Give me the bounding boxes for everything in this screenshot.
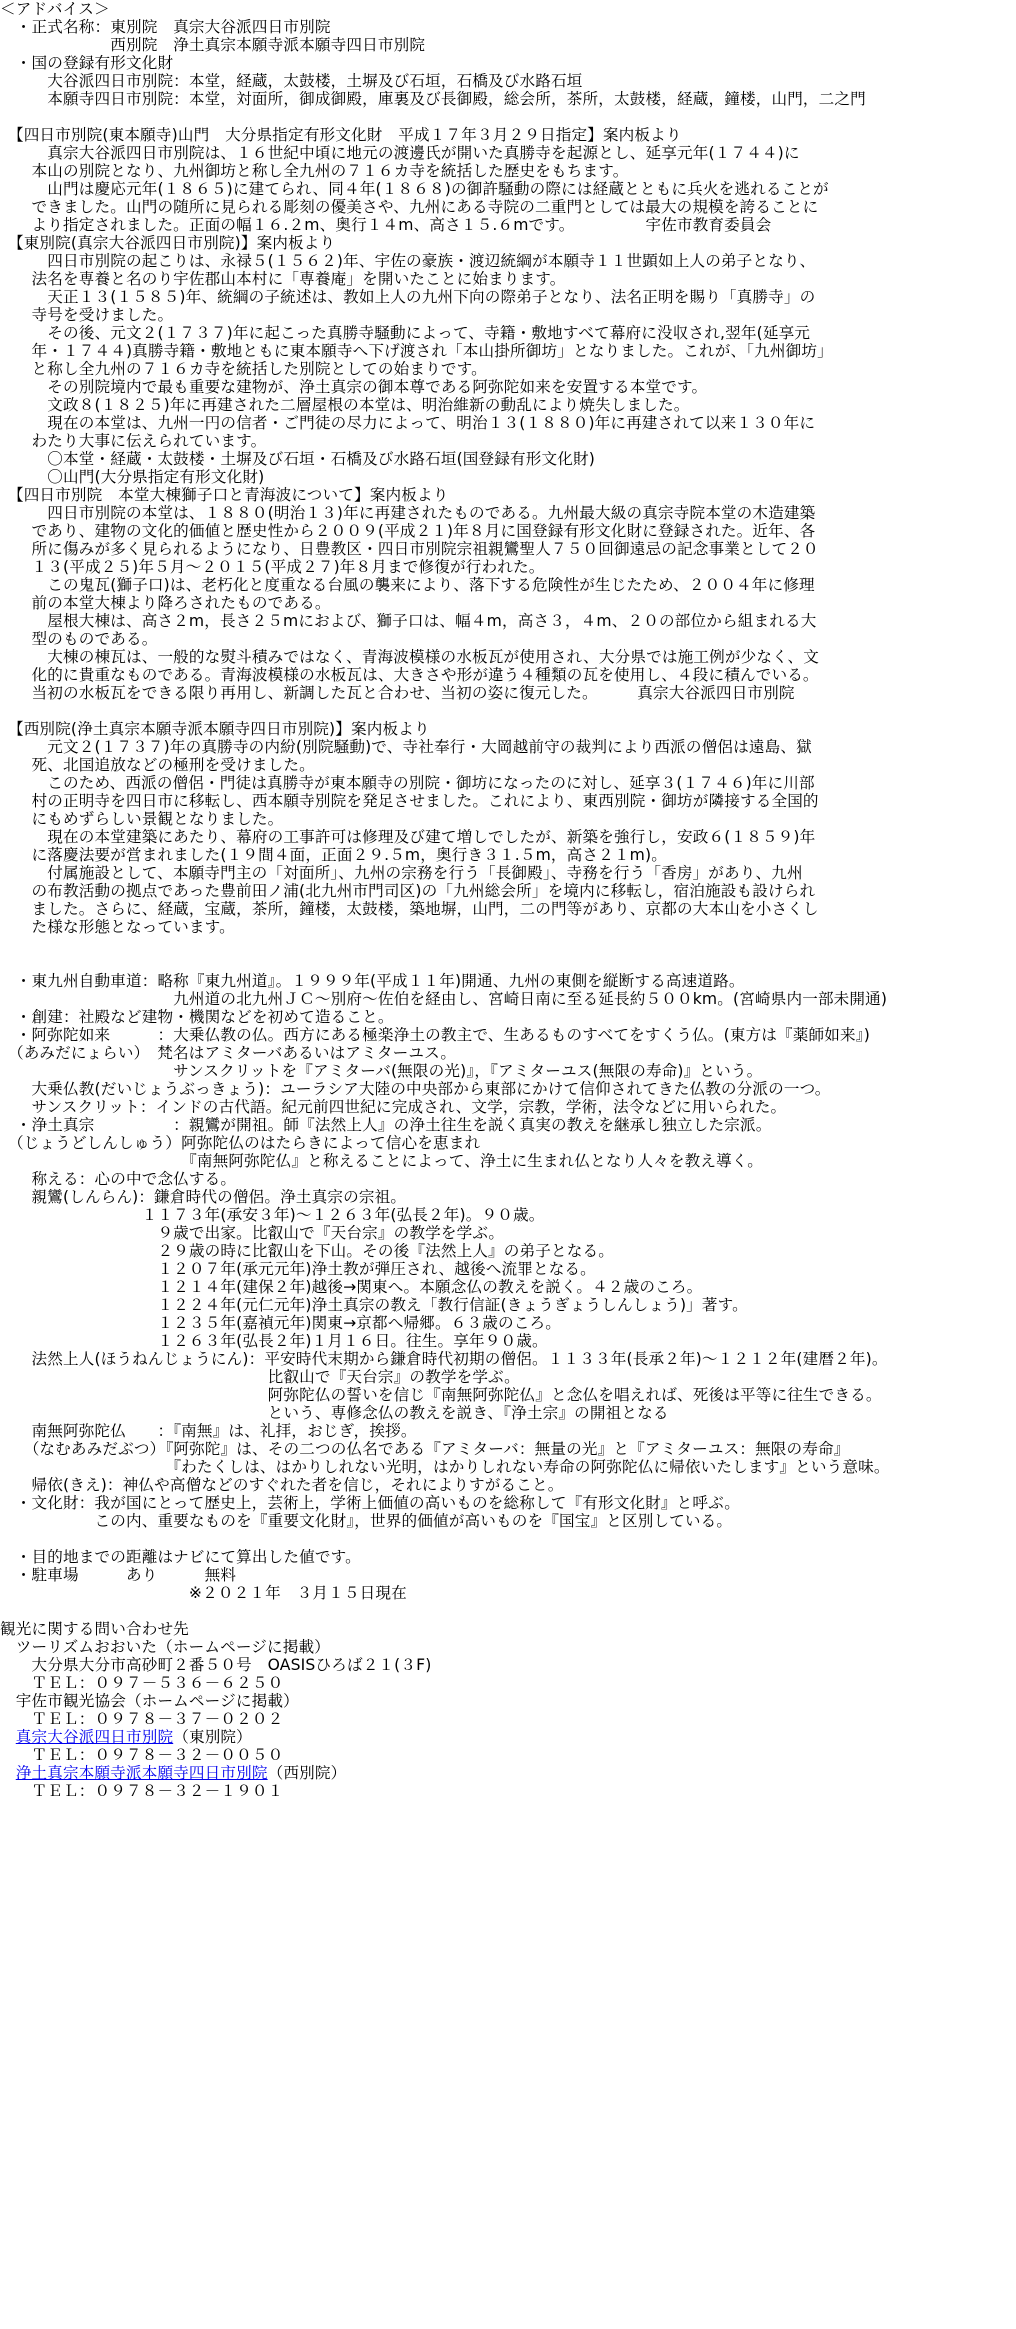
- advice-line: １２２４年(元仁元年)浄土真宗の教え「教行信証(きょうぎょうしんしょう)」著す。: [0, 1296, 748, 1314]
- advice-line: 四日市別院の本堂は、１８８０(明治１３)年に再建されたものである。九州最大級の真宗寺院本堂の木造建築: [0, 504, 816, 522]
- advice-line: １２１４年(建保２年)越後→関東へ。本願念仏の教えを説く。４２歳のころ。: [0, 1278, 703, 1296]
- advice-line: に落慶法要が営まれました(１９間４面，正面２９.５m，奥行き３１.５m，高さ２１m)。: [0, 846, 667, 864]
- advice-line: 【西別院(浄土真宗本願寺派本願寺四日市別院)】案内板より: [0, 720, 430, 738]
- east-temple-row: [0, 1728, 252, 1746]
- advice-line: 【四日市別院 本堂大棟獅子口と青海波について】案内板より: [0, 486, 449, 504]
- advice-line: 現在の本堂建築にあたり、幕府の工事許可は修理及び建て増しでしたが、新築を強行し，安政６(１８５９)年: [0, 828, 816, 846]
- advice-line: 西別院 浄土真宗本願寺派本願寺四日市別院: [0, 36, 426, 54]
- advice-line: 四日市別院の起こりは、永禄５(１５６２)年、宇佐の豪族・渡辺統綱が本願寺１１世顕如上人の弟子となり、: [0, 252, 816, 270]
- advice-line: 阿弥陀仏の誓いを信じ『南無阿弥陀仏』と念仏を唱えれば、死後は平等に往生できる。: [0, 1386, 882, 1404]
- advice-line: 山門は慶応元年(１８６５)に建てられ、同４年(１８６８)の御許騒動の際には経蔵とともに兵火を逃れることが: [0, 180, 829, 198]
- contact-line: ＴＥＬ：０９７８－３７－０２０２: [0, 1710, 284, 1728]
- advice-line: この内、重要なものを『重要文化財』，世界的価値が高いものを『国宝』と区別している。: [0, 1512, 733, 1530]
- advice-line: 法名を専養と名のり宇佐郡山本村に「専養庵」を開いたことに始まります。: [0, 270, 566, 288]
- advice-heading: ＜アドバイス＞: [0, 0, 110, 18]
- east-temple-link[interactable]: 真宗大谷派四日市別院: [15, 1728, 174, 1746]
- advice-line: 死、北国追放などの極刑を受けました。: [0, 756, 315, 774]
- advice-line: ９歳で出家。比叡山で『天台宗』の教学を学ぶ。: [0, 1224, 505, 1242]
- advice-line: ・東九州自動車道：略称『東九州道』。１９９９年(平成１１年)開通、九州の東側を縦断する高速道路。: [0, 972, 745, 990]
- advice-line: 所に傷みが多く見られるようになり、日豊教区・四日市別院宗祖親鸞聖人７５０回御遠忌の記念事業として２０: [0, 540, 819, 558]
- advice-line: １２０７年(承元元年)浄土教が弾圧され、越後へ流罪となる。: [0, 1260, 596, 1278]
- advice-line: 本願寺四日市別院：本堂，対面所，御成御殿，庫裏及び長御殿，総会所，茶所，太鼓楼，経蔵，鐘楼，山門，二之門: [0, 90, 866, 108]
- advice-line: 〇山門(大分県指定有形文化財): [0, 468, 265, 486]
- advice-line: ・目的地までの距離はナビにて算出した値です。: [0, 1548, 361, 1566]
- advice-line: （なむあみだぶつ）『阿弥陀』は、その二つの仏名である『アミターバ：無量の光』と『アミターユス：無限の寿命』: [0, 1440, 850, 1458]
- advice-line: ２９歳の時に比叡山を下山。その後『法然上人』の弟子となる。: [0, 1242, 615, 1260]
- advice-line: 【東別院(真宗大谷派四日市別院)】案内板より: [0, 234, 336, 252]
- advice-line: 化的に貴重なものである。青海波模様の水板瓦は、大きさや形が違う４種類の瓦を使用し、４段に積んでいる。: [0, 666, 819, 684]
- advice-line: ・浄土真宗 ：親鸞が開祖。師『法然上人』の浄土往生を説く真実の教えを継承し独立した宗派。: [0, 1116, 772, 1134]
- advice-line: より指定されました。正面の幅１６.２m、奥行１４m、高さ１５.６mです。 宇佐市教育委員会: [0, 216, 772, 234]
- advice-line: ※２０２１年 ３月１５日現在: [0, 1584, 407, 1602]
- advice-line: 当初の水板瓦をできる限り再用し、新調した瓦と合わせ、当初の姿に復元した。 真宗大谷派四日市別院: [0, 684, 795, 702]
- advice-line: 本山の別院となり、九州御坊と称し全九州の７１６カ寺を統括した歴史をもちます。: [0, 162, 629, 180]
- advice-line: 大乗仏教(だいじょうぶっきょう)：ユーラシア大陸の中央部から東部にかけて信仰されてきた仏教の分派の一つ。: [0, 1080, 831, 1098]
- advice-line: であり、建物の文化的価値と歴史性から２００９(平成２１)年８月に国登録有形文化財に登録された。近年、各: [0, 522, 816, 540]
- advice-line: 寺号を受けました。: [0, 306, 174, 324]
- advice-line: 型のものである。: [0, 630, 158, 648]
- advice-line: という、専修念仏の教えを説き、『浄土宗』の開祖となる: [0, 1404, 669, 1422]
- advice-line: その別院境内で最も重要な建物が、浄土真宗の御本尊である阿弥陀如来を安置する本堂です。: [0, 378, 708, 396]
- advice-line: １１７３年(承安３年)～１２６３年(弘長２年)。９０歳。: [0, 1206, 545, 1224]
- advice-line: 大棟の棟瓦は、一般的な熨斗積みではなく、青海波模様の水板瓦が使用され、大分県では施工例が少なく、文: [0, 648, 819, 666]
- advice-line: 『わたくしは、はかりしれない光明，はかりしれない寿命の阿弥陀仏に帰依いたします』という意味。: [0, 1458, 890, 1476]
- advice-line: 【四日市別院(東本願寺)山門 大分県指定有形文化財 平成１７年３月２９日指定】案内板より: [0, 126, 682, 144]
- advice-line: 前の本堂大棟より降ろされたものである。: [0, 594, 331, 612]
- advice-line: 称える：心の中で念仏する。: [0, 1170, 237, 1188]
- advice-line: 現在の本堂は、九州一円の信者・ご門徒の尽力によって、明治１３(１８８０)年に再建されて以来１３０年に: [0, 414, 816, 432]
- advice-line: ・阿弥陀如来 ：大乗仏教の仏。西方にある極楽浄土の教主で、生あるものすべてをすくう仏。(東方は『薬師如来』): [0, 1026, 870, 1044]
- advice-line: の布教活動の拠点であった豊前田ノ浦(北九州市門司区)の「九州総会所」を境内に移転し，宿泊施設も設けられ: [0, 882, 816, 900]
- advice-line: サンスクリットを『アミターバ(無限の光)』，『アミターユス(無限の寿命)』という。: [0, 1062, 763, 1080]
- advice-line: ・創建：社殿など建物・機関などを初めて造ること。: [0, 1008, 394, 1026]
- advice-line: １２６３年(弘長２年)１月１６日。往生。享年９０歳。: [0, 1332, 548, 1350]
- advice-line: ・正式名称：東別院 真宗大谷派四日市別院: [0, 18, 331, 36]
- advice-line: わたり大事に伝えられています。: [0, 432, 267, 450]
- advice-line: 南無阿弥陀仏 ：『南無』は、礼拝，おじぎ，挨拶。: [0, 1422, 417, 1440]
- advice-line: 〇本堂・経蔵・太鼓楼・土塀及び石垣・石橋及び水路石垣(国登録有形文化財): [0, 450, 595, 468]
- advice-line: サンスクリット：インドの古代語。紀元前四世紀に完成され、文学，宗教，学術，法令などに用いられた。: [0, 1098, 787, 1116]
- advice-line: た様な形態となっています。: [0, 918, 235, 936]
- advice-line: ・文化財：我が国にとって歴史上，芸術上，学術上価値の高いものを総称して『有形文化財』と呼ぶ。: [0, 1494, 740, 1512]
- advice-line: 親鸞(しんらん)：鎌倉時代の僧侶。浄土真宗の宗祖。: [0, 1188, 407, 1206]
- contact-line: ＴＥＬ：０９７－５３６－６２５０: [0, 1674, 284, 1692]
- advice-line: 法然上人(ほうねんじょうにん)：平安時代末期から鎌倉時代初期の僧侶。１１３３年(長承２年)～１２１２年(建暦２年)。: [0, 1350, 888, 1368]
- advice-line: 大谷派四日市別院：本堂，経蔵，太鼓楼，土塀及び石垣，石橋及び水路石垣: [0, 72, 583, 90]
- advice-line: その後、元文２(１７３７)年に起こった真勝寺騒動によって、寺籍・敷地すべて幕府に没収され,翌年(延享元: [0, 324, 811, 342]
- contact-heading: 観光に関する問い合わせ先: [0, 1620, 189, 1638]
- advice-line: 真宗大谷派四日市別院は、１６世紀中頃に地元の渡邊氏が開いた真勝寺を起源とし、延享元年(１７４４)に: [0, 144, 800, 162]
- west-temple-tel: ＴＥＬ：０９７８－３２－１９０１: [0, 1782, 284, 1800]
- west-temple-link[interactable]: 浄土真宗本願寺派本願寺四日市別院: [15, 1764, 268, 1782]
- advice-line: 屋根大棟は、高さ２m，長さ２５mにおよび、獅子口は、幅４m，高さ３，４m、２０の部位から組まれる大: [0, 612, 817, 630]
- west-temple-suffix: （西別院）: [267, 1764, 347, 1782]
- advice-line: 九州道の北九州ＪＣ～別府～佐伯を経由し、宮崎日南に至る延長約５００km。(宮崎県内一部未開通): [0, 990, 888, 1008]
- advice-line: ました。さらに、経蔵，宝蔵，茶所，鐘楼，太鼓楼，築地塀，山門，二の門等があり、京都の大本山を小さくし: [0, 900, 819, 918]
- advice-line: にもめずらしい景観となりました。: [0, 810, 284, 828]
- advice-line: 付属施設として、本願寺門主の「対面所」、九州の宗務を行う「長御殿」、寺務を行う「香房」があり、九州: [0, 864, 803, 882]
- advice-line: できました。山門の随所に見られる彫刻の優美さや、九州にある寺院の二重門としては最大の規模を誇ることに: [0, 198, 819, 216]
- advice-line: （あみだにょらい） 梵名はアミターバあるいはアミターユス。: [0, 1044, 457, 1062]
- contact-line: 宇佐市観光協会（ホームページに掲載）: [0, 1692, 299, 1710]
- advice-line: １３(平成２５)年５月～２０１５(平成２７)年８月まで修復が行われた。: [0, 558, 545, 576]
- advice-line: このため、西派の僧侶・門徒は真勝寺が東本願寺の別院・御坊になったのに対し、延享３(１７４６)年に川部: [0, 774, 815, 792]
- advice-line: 年・１７４４)真勝寺籍・敷地ともに東本願寺へ下げ渡され「本山掛所御坊」となりました。これが、「九州御坊」: [0, 342, 833, 360]
- west-temple-row: [0, 1764, 346, 1782]
- advice-line: １２３５年(嘉禎元年)関東→京都へ帰郷。６３歳のころ。: [0, 1314, 561, 1332]
- east-temple-suffix: （東別院）: [173, 1728, 252, 1746]
- advice-line: 村の正明寺を四日市に移転し、西本願寺別院を発足させました。これにより、東西別院・御坊が隣接する全国的: [0, 792, 819, 810]
- contact-line: 大分県大分市高砂町２番５０号 OASISひろば２１(３F): [0, 1656, 432, 1674]
- advice-line: この鬼瓦(獅子口)は、老朽化と度重なる台風の襲来により、落下する危険性が生じたため、２００４年に修理: [0, 576, 815, 594]
- east-temple-tel: ＴＥＬ：０９７８－３２－００５０: [0, 1746, 284, 1764]
- advice-line: ・国の登録有形文化財: [0, 54, 174, 72]
- advice-line: 帰依(きえ)：神仏や高僧などのすぐれた者を信じ，それによりすがること。: [0, 1476, 564, 1494]
- contact-line: ツーリズムおおいた（ホームページに掲載）: [0, 1638, 330, 1656]
- advice-line: 『南無阿弥陀仏』と称えることによって、浄土に生まれ仏となり人々を教え導く。: [0, 1152, 764, 1170]
- advice-line: 天正１３(１５８５)年、統綱の子統述は、教如上人の九州下向の際弟子となり、法名正明を賜り「真勝寺」の: [0, 288, 816, 306]
- advice-line: 比叡山で『天台宗』の教学を学ぶ。: [0, 1368, 520, 1386]
- advice-line: と称し全九州の７１６カ寺を統括した別院としての始まりです。: [0, 360, 487, 378]
- advice-line: ・駐車場 あり 無料: [0, 1566, 237, 1584]
- advice-line: 文政８(１８２５)年に再建された二層屋根の本堂は、明治維新の動乱により焼失しました。: [0, 396, 690, 414]
- advice-line: （じょうどしんしゅう）阿弥陀仏のはたらきによって信心を恵まれ: [0, 1134, 481, 1152]
- advice-line: 元文２(１７３７)年の真勝寺の内紛(別院騒動)で、寺社奉行・大岡越前守の裁判により西派の僧侶は遠島、獄: [0, 738, 812, 756]
